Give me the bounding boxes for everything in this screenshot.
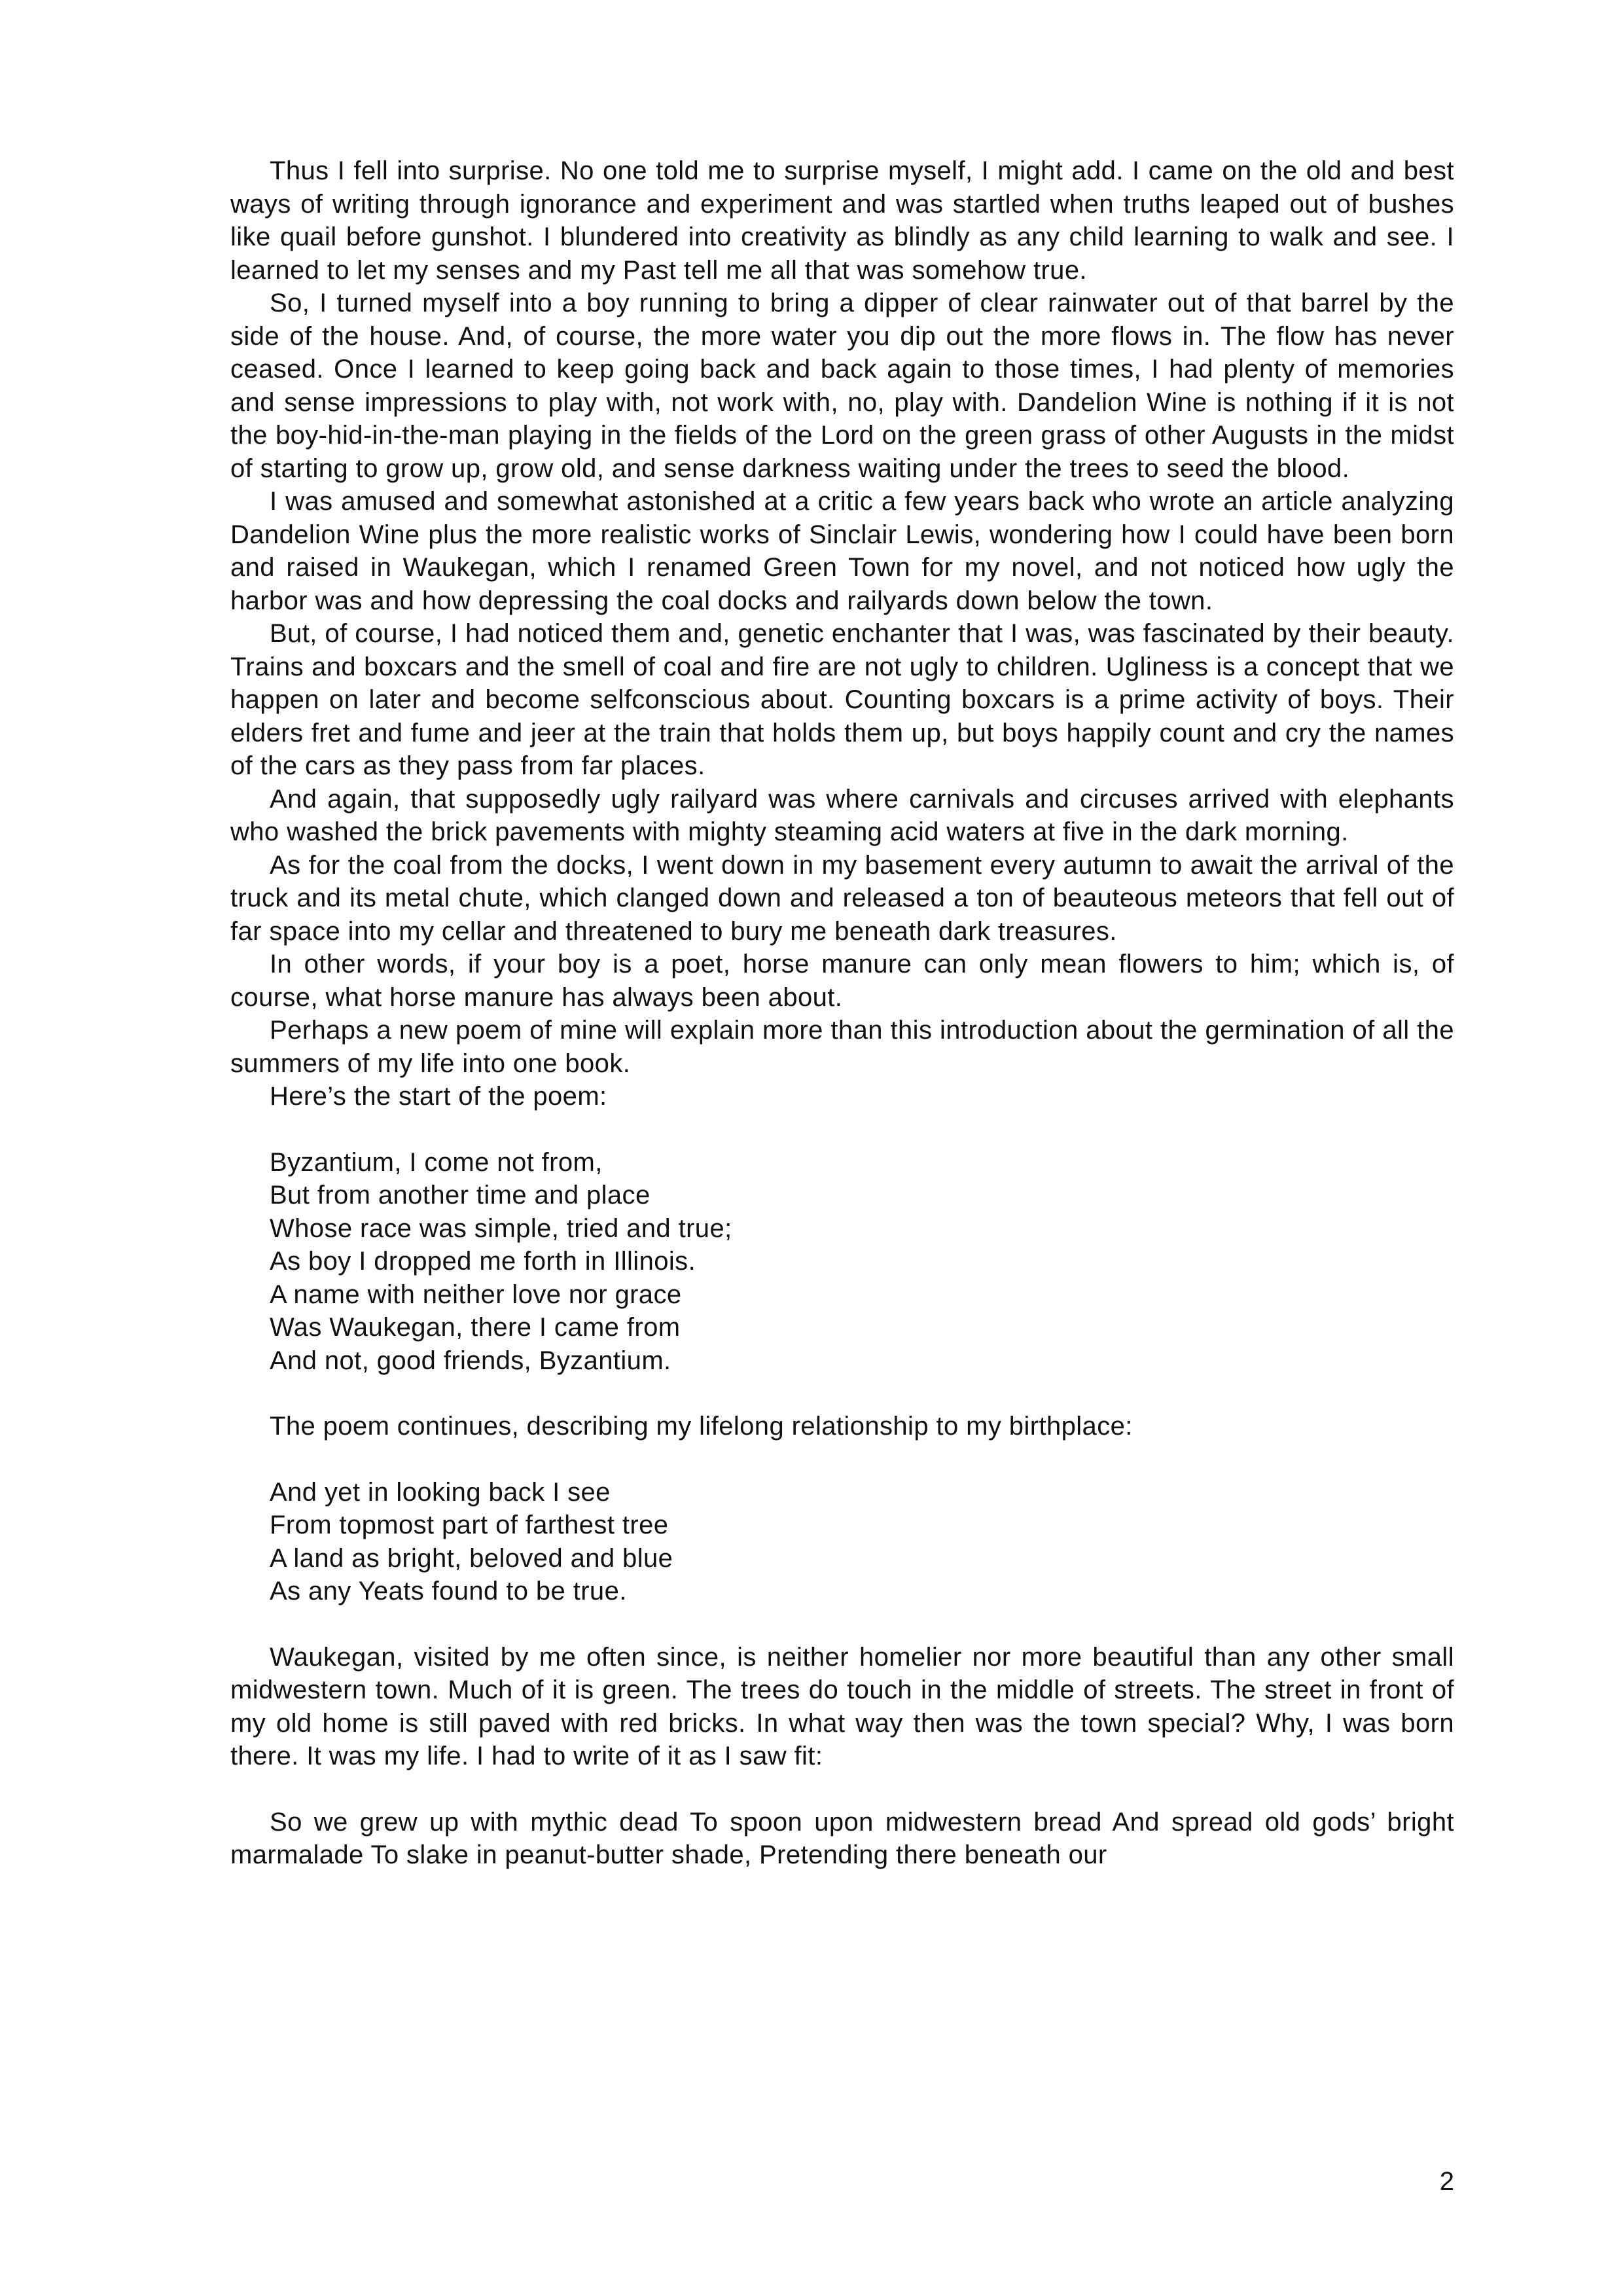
poem-line: And not, good friends, Byzantium.: [270, 1346, 671, 1375]
page-number: 2: [1439, 2167, 1454, 2196]
poem-line: But from another time and place: [270, 1181, 651, 1210]
paragraph-new-poem: Perhaps a new poem of mine will explain more than this introduction about the germination of all the summers of my life into one book.: [230, 1016, 1454, 1078]
poem-line: A land as bright, beloved and blue: [270, 1543, 673, 1573]
poem-intro-continues: The poem continues, describing my lifelong relationship to my birthplace:: [270, 1412, 1133, 1441]
poem-line: From topmost part of farthest tree: [270, 1511, 669, 1539]
paragraph-rainwater-barrel: So, I turned myself into a boy running to bring a dipper of clear rainwater out of that barrel by the side of the house. And, of course, the more water you dip out the more flows in. The flow has never ceased. Once I learned to keep going back and back again to those times, I had plenty of memories and sense impressions to play with, not work with, no, play with. Dandelion Wine is nothing if it is not the boy-hid-in-the-man playing in the fields of the Lord on the green grass of other Augusts in the midst of starting to grow up, grow old, and sense darkness waiting under the trees to seed the blood.: [230, 289, 1454, 483]
paragraph-waukegan: Waukegan, visited by me often since, is neither homelier nor more beautiful than any other small midwestern town. Much of it is green. The trees do touch in the middle of streets. The street in front of my old home is still paved with red bricks. In what way then was the town special? Why, I was born there. It was my life. I had to write of it as I saw fit:: [230, 1642, 1454, 1770]
paragraph-horse-manure: In other words, if your boy is a poet, horse manure can only mean flowers to him; which is, of course, what horse manure has always been about.: [230, 950, 1454, 1012]
paragraph-critic: I was amused and somewhat astonished at a critic a few years back who wrote an article analyzing Dandelion Wine plus the more realistic works of Sinclair Lewis, wondering how I could have been born and raised in Waukegan, which I renamed Green Town for my novel, and not noticed how ugly the harbor was and how depressing the coal docks and railyards down below the town.: [230, 487, 1454, 615]
paragraph-boxcars: But, of course, I had noticed them and, genetic enchanter that I was, was fascinated by their beauty. Trains and boxcars and the smell of coal and fire are not ugly to children. Ugliness is a concept that we happen on later and become selfconscious about. Counting boxcars is a prime activity of boys. Their elders fret and fume and jeer at the train that holds them up, but boys happily count and cry the names of the cars as they pass from far places.: [230, 619, 1454, 780]
poem-line: Whose race was simple, tried and true;: [270, 1213, 732, 1243]
paragraph-surprise: Thus I fell into surprise. No one told me to surprise myself, I might add. I came on the old and best ways of writing through ignorance and experiment and was startled when truths leaped out of bushes like quail before gunshot. I blundered into creativity as blindly as any child learning to walk and see. I learned to let my senses and my Past tell me all that was somehow true.: [230, 156, 1454, 285]
poem-line: And yet in looking back I see: [270, 1477, 611, 1507]
paragraph-mythic-dead: So we grew up with mythic dead To spoon upon midwestern bread And spread old gods’ bright marmalade To slake in peanut-butter shade, Pretending there beneath our: [230, 1807, 1454, 1869]
poem-line: As boy I dropped me forth in Illinois.: [270, 1247, 696, 1276]
poem-line: Was Waukegan, there I came from: [270, 1313, 681, 1342]
poem-line: Byzantium, I come not from,: [270, 1147, 603, 1177]
poem-line: As any Yeats found to be true.: [270, 1577, 627, 1605]
poem-intro-start: Here’s the start of the poem:: [270, 1082, 607, 1111]
poem-byzantium: [230, 1146, 1454, 1378]
paragraph-coal: As for the coal from the docks, I went down in my basement every autumn to await the arrival of the truck and its metal chute, which clanged down and released a ton of beauteous meteors that fell out of far space into my cellar and threatened to bury me beneath dark treasures.: [230, 850, 1454, 946]
paragraph-railyard: And again, that supposedly ugly railyard was where carnivals and circuses arrived with elephants who washed the brick pavements with mighty steaming acid waters at five in the dark morning.: [230, 784, 1454, 846]
poem-line: A name with neither love nor grace: [270, 1280, 682, 1309]
poem-looking-back: [230, 1476, 1454, 1608]
document-body: [230, 154, 1454, 1872]
